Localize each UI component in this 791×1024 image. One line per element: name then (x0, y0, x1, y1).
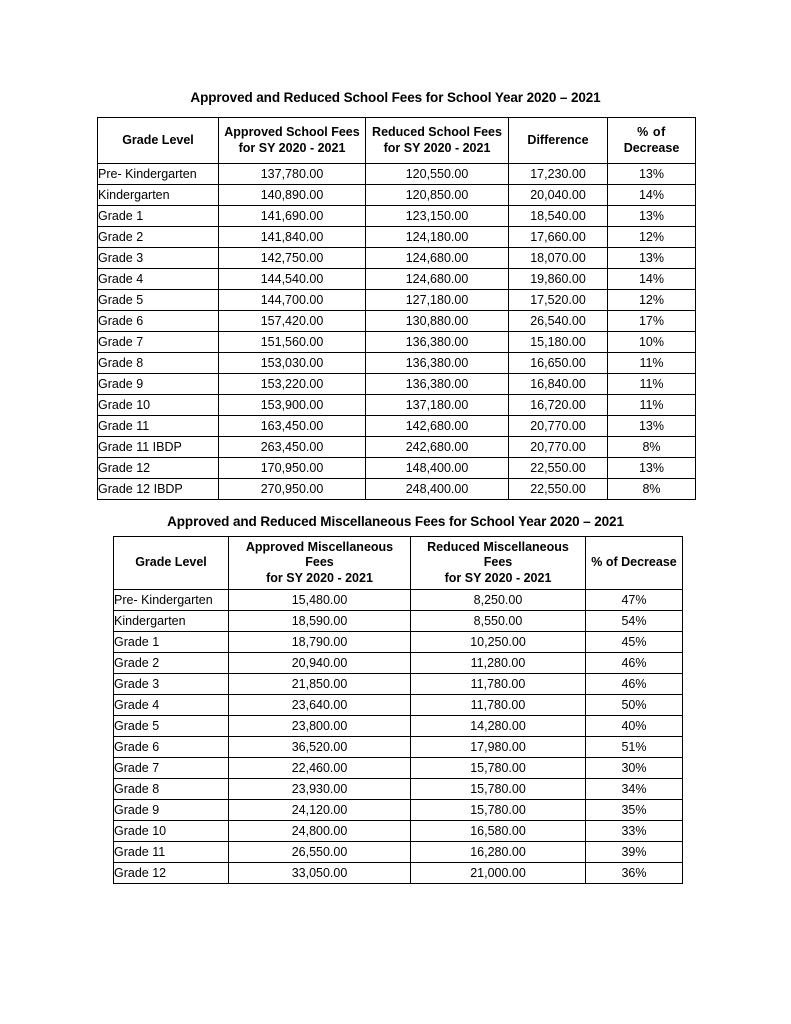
cell-reduced-school-fees: 148,400.00 (366, 458, 509, 479)
cell-grade-level: Grade 1 (98, 206, 219, 227)
table-row (98, 227, 696, 248)
table-row (98, 374, 696, 395)
column-header-approved-misc-fees (229, 537, 411, 590)
cell-percent-decrease: 13% (608, 248, 696, 269)
cell-grade-level: Kindergarten (114, 610, 229, 631)
cell-reduced-school-fees: 242,680.00 (366, 437, 509, 458)
cell-grade-level: Grade 12 IBDP (98, 479, 219, 500)
cell-percent-decrease: 30% (586, 757, 683, 778)
cell-grade-level: Grade 8 (98, 353, 219, 374)
table-row (98, 479, 696, 500)
cell-grade-level: Grade 9 (98, 374, 219, 395)
cell-difference: 18,070.00 (509, 248, 608, 269)
misc-fees-table-body (114, 589, 683, 883)
school-fees-table-body (98, 164, 696, 500)
table-row (114, 757, 683, 778)
cell-grade-level: Grade 10 (114, 820, 229, 841)
cell-difference: 15,180.00 (509, 332, 608, 353)
table-row (98, 164, 696, 185)
header-text-line2: for SY 2020 - 2021 (383, 140, 491, 155)
column-header-percent-decrease (586, 537, 683, 590)
cell-percent-decrease: 14% (608, 269, 696, 290)
cell-percent-decrease: 46% (586, 652, 683, 673)
cell-approved-school-fees: 142,750.00 (219, 248, 366, 269)
cell-approved-misc-fees: 15,480.00 (229, 589, 411, 610)
cell-grade-level: Grade 4 (114, 694, 229, 715)
table-row (114, 694, 683, 715)
table-row (114, 715, 683, 736)
cell-percent-decrease: 11% (608, 353, 696, 374)
cell-reduced-school-fees: 127,180.00 (366, 290, 509, 311)
cell-approved-school-fees: 157,420.00 (219, 311, 366, 332)
table-row (98, 290, 696, 311)
cell-grade-level: Grade 11 (98, 416, 219, 437)
table-row (114, 610, 683, 631)
cell-reduced-misc-fees: 10,250.00 (411, 631, 586, 652)
cell-approved-school-fees: 141,690.00 (219, 206, 366, 227)
cell-grade-level: Grade 11 (114, 841, 229, 862)
cell-approved-misc-fees: 24,120.00 (229, 799, 411, 820)
misc-fees-table (113, 536, 683, 884)
cell-reduced-school-fees: 120,550.00 (366, 164, 509, 185)
table-row (114, 778, 683, 799)
cell-grade-level: Grade 10 (98, 395, 219, 416)
misc-fees-title: Approved and Reduced Miscellaneous Fees for School Year 2020 – 2021 (167, 514, 624, 529)
table-row (98, 248, 696, 269)
cell-reduced-misc-fees: 16,280.00 (411, 841, 586, 862)
cell-percent-decrease: 33% (586, 820, 683, 841)
cell-grade-level: Grade 7 (114, 757, 229, 778)
cell-grade-level: Grade 9 (114, 799, 229, 820)
table-row (98, 458, 696, 479)
cell-approved-misc-fees: 23,930.00 (229, 778, 411, 799)
table-row (114, 799, 683, 820)
cell-reduced-school-fees: 123,150.00 (366, 206, 509, 227)
cell-reduced-misc-fees: 15,780.00 (411, 778, 586, 799)
table-row (98, 416, 696, 437)
table-row (98, 437, 696, 458)
table-row (98, 185, 696, 206)
cell-approved-misc-fees: 18,790.00 (229, 631, 411, 652)
table-row (98, 206, 696, 227)
cell-approved-school-fees: 153,220.00 (219, 374, 366, 395)
cell-percent-decrease: 51% (586, 736, 683, 757)
cell-percent-decrease: 13% (608, 458, 696, 479)
cell-approved-school-fees: 144,700.00 (219, 290, 366, 311)
column-header-reduced-misc-fees (411, 537, 586, 590)
header-text: Grade Level (135, 555, 207, 570)
cell-percent-decrease: 8% (608, 479, 696, 500)
cell-approved-school-fees: 137,780.00 (219, 164, 366, 185)
cell-difference: 18,540.00 (509, 206, 608, 227)
cell-approved-school-fees: 170,950.00 (219, 458, 366, 479)
cell-difference: 19,860.00 (509, 269, 608, 290)
header-text-line1: % of (637, 125, 666, 140)
cell-difference: 26,540.00 (509, 311, 608, 332)
cell-reduced-school-fees: 130,880.00 (366, 311, 509, 332)
header-text-line2: for SY 2020 - 2021 (238, 140, 346, 155)
table-row (98, 311, 696, 332)
cell-reduced-school-fees: 136,380.00 (366, 332, 509, 353)
cell-percent-decrease: 11% (608, 374, 696, 395)
cell-difference: 17,520.00 (509, 290, 608, 311)
cell-percent-decrease: 8% (608, 437, 696, 458)
cell-percent-decrease: 36% (586, 862, 683, 883)
column-header-grade-level (98, 118, 219, 164)
cell-reduced-misc-fees: 11,280.00 (411, 652, 586, 673)
cell-approved-misc-fees: 22,460.00 (229, 757, 411, 778)
cell-approved-school-fees: 163,450.00 (219, 416, 366, 437)
cell-grade-level: Grade 3 (98, 248, 219, 269)
cell-approved-misc-fees: 24,800.00 (229, 820, 411, 841)
header-text: Grade Level (122, 132, 194, 147)
cell-reduced-school-fees: 142,680.00 (366, 416, 509, 437)
cell-approved-misc-fees: 26,550.00 (229, 841, 411, 862)
cell-difference: 16,650.00 (509, 353, 608, 374)
cell-reduced-misc-fees: 11,780.00 (411, 673, 586, 694)
table-row (114, 736, 683, 757)
cell-reduced-school-fees: 136,380.00 (366, 374, 509, 395)
header-text-line2: for SY 2020 - 2021 (444, 570, 552, 585)
cell-grade-level: Grade 6 (114, 736, 229, 757)
table-row (114, 673, 683, 694)
cell-difference: 17,230.00 (509, 164, 608, 185)
cell-grade-level: Pre- Kindergarten (98, 164, 219, 185)
table-row (98, 395, 696, 416)
table-row (114, 841, 683, 862)
cell-difference: 20,770.00 (509, 416, 608, 437)
cell-grade-level: Grade 6 (98, 311, 219, 332)
table-header-row (114, 537, 683, 590)
cell-percent-decrease: 35% (586, 799, 683, 820)
table-row (98, 269, 696, 290)
cell-approved-school-fees: 140,890.00 (219, 185, 366, 206)
cell-grade-level: Grade 1 (114, 631, 229, 652)
cell-grade-level: Grade 8 (114, 778, 229, 799)
cell-reduced-school-fees: 136,380.00 (366, 353, 509, 374)
cell-reduced-misc-fees: 8,250.00 (411, 589, 586, 610)
school-fees-table (97, 117, 696, 500)
cell-percent-decrease: 45% (586, 631, 683, 652)
header-text-line2: Decrease (623, 140, 680, 155)
header-text-line1: Approved School Fees (224, 125, 360, 140)
cell-difference: 17,660.00 (509, 227, 608, 248)
cell-grade-level: Grade 7 (98, 332, 219, 353)
table-row (114, 862, 683, 883)
cell-percent-decrease: 14% (608, 185, 696, 206)
cell-approved-school-fees: 263,450.00 (219, 437, 366, 458)
cell-difference: 20,040.00 (509, 185, 608, 206)
cell-percent-decrease: 54% (586, 610, 683, 631)
cell-reduced-school-fees: 120,850.00 (366, 185, 509, 206)
column-header-difference (509, 118, 608, 164)
cell-percent-decrease: 39% (586, 841, 683, 862)
column-header-percent-decrease (608, 118, 696, 164)
cell-grade-level: Grade 11 IBDP (98, 437, 219, 458)
cell-grade-level: Grade 2 (114, 652, 229, 673)
table-row (114, 652, 683, 673)
cell-grade-level: Grade 12 (114, 862, 229, 883)
cell-grade-level: Grade 2 (98, 227, 219, 248)
cell-grade-level: Grade 5 (98, 290, 219, 311)
cell-reduced-misc-fees: 15,780.00 (411, 757, 586, 778)
cell-grade-level: Grade 3 (114, 673, 229, 694)
cell-percent-decrease: 13% (608, 416, 696, 437)
cell-reduced-misc-fees: 16,580.00 (411, 820, 586, 841)
header-text-line1: Approved Miscellaneous Fees (245, 540, 394, 570)
cell-grade-level: Kindergarten (98, 185, 219, 206)
cell-approved-school-fees: 153,030.00 (219, 353, 366, 374)
cell-reduced-school-fees: 124,180.00 (366, 227, 509, 248)
column-header-grade-level (114, 537, 229, 590)
cell-reduced-misc-fees: 15,780.00 (411, 799, 586, 820)
cell-approved-school-fees: 153,900.00 (219, 395, 366, 416)
cell-percent-decrease: 12% (608, 290, 696, 311)
cell-percent-decrease: 40% (586, 715, 683, 736)
header-text-line1: Reduced Miscellaneous Fees (427, 540, 569, 570)
cell-approved-misc-fees: 20,940.00 (229, 652, 411, 673)
header-text-line2: for SY 2020 - 2021 (266, 570, 373, 585)
cell-approved-school-fees: 141,840.00 (219, 227, 366, 248)
table-row (98, 332, 696, 353)
cell-grade-level: Grade 12 (98, 458, 219, 479)
cell-percent-decrease: 17% (608, 311, 696, 332)
cell-difference: 16,720.00 (509, 395, 608, 416)
table-header-row (98, 118, 696, 164)
cell-percent-decrease: 46% (586, 673, 683, 694)
cell-percent-decrease: 11% (608, 395, 696, 416)
header-text: % of Decrease (591, 555, 677, 570)
cell-percent-decrease: 13% (608, 164, 696, 185)
cell-percent-decrease: 12% (608, 227, 696, 248)
table-row (114, 820, 683, 841)
column-header-approved-school-fees (219, 118, 366, 164)
cell-difference: 16,840.00 (509, 374, 608, 395)
cell-percent-decrease: 10% (608, 332, 696, 353)
cell-difference: 22,550.00 (509, 479, 608, 500)
cell-reduced-school-fees: 137,180.00 (366, 395, 509, 416)
cell-approved-misc-fees: 23,800.00 (229, 715, 411, 736)
cell-reduced-school-fees: 124,680.00 (366, 248, 509, 269)
cell-reduced-misc-fees: 11,780.00 (411, 694, 586, 715)
header-text-line1: Reduced School Fees (372, 125, 502, 140)
cell-reduced-misc-fees: 14,280.00 (411, 715, 586, 736)
cell-difference: 22,550.00 (509, 458, 608, 479)
cell-approved-school-fees: 270,950.00 (219, 479, 366, 500)
cell-grade-level: Pre- Kindergarten (114, 589, 229, 610)
table-row (98, 353, 696, 374)
table-row (114, 589, 683, 610)
cell-percent-decrease: 34% (586, 778, 683, 799)
cell-percent-decrease: 47% (586, 589, 683, 610)
column-header-reduced-school-fees (366, 118, 509, 164)
cell-grade-level: Grade 5 (114, 715, 229, 736)
cell-approved-misc-fees: 21,850.00 (229, 673, 411, 694)
school-fees-title: Approved and Reduced School Fees for School Year 2020 – 2021 (190, 90, 601, 105)
cell-approved-misc-fees: 33,050.00 (229, 862, 411, 883)
cell-approved-misc-fees: 18,590.00 (229, 610, 411, 631)
table-row (114, 631, 683, 652)
cell-reduced-misc-fees: 17,980.00 (411, 736, 586, 757)
cell-difference: 20,770.00 (509, 437, 608, 458)
cell-approved-school-fees: 144,540.00 (219, 269, 366, 290)
cell-reduced-school-fees: 124,680.00 (366, 269, 509, 290)
cell-reduced-misc-fees: 8,550.00 (411, 610, 586, 631)
cell-percent-decrease: 50% (586, 694, 683, 715)
cell-approved-misc-fees: 23,640.00 (229, 694, 411, 715)
header-text: Difference (527, 132, 589, 147)
cell-percent-decrease: 13% (608, 206, 696, 227)
cell-grade-level: Grade 4 (98, 269, 219, 290)
cell-reduced-school-fees: 248,400.00 (366, 479, 509, 500)
cell-approved-school-fees: 151,560.00 (219, 332, 366, 353)
cell-reduced-misc-fees: 21,000.00 (411, 862, 586, 883)
cell-approved-misc-fees: 36,520.00 (229, 736, 411, 757)
